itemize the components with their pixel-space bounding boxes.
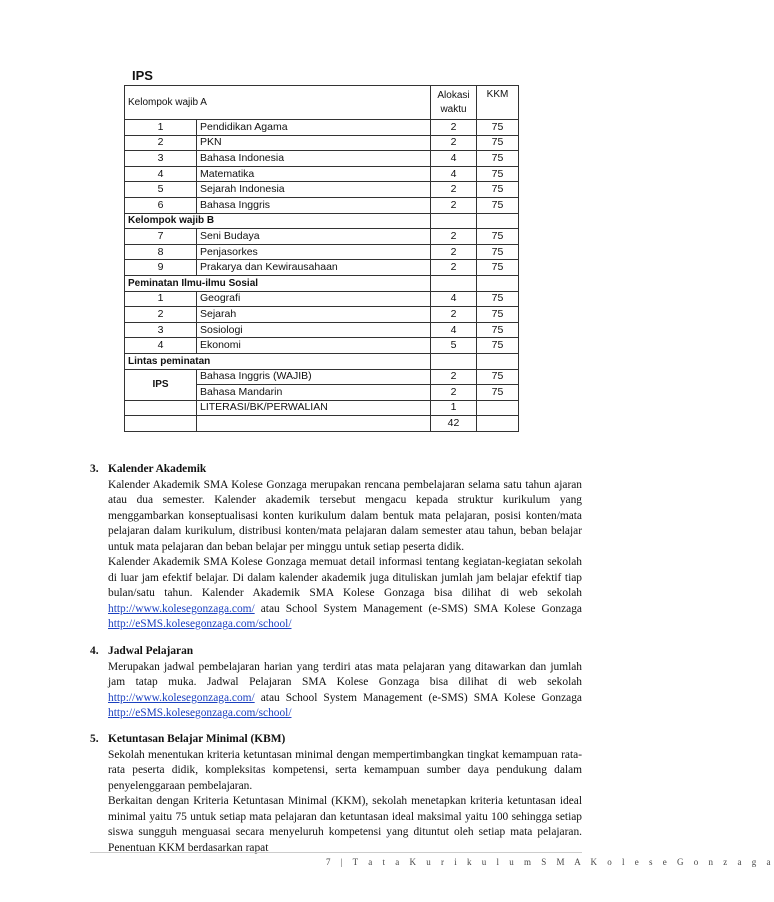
section-kalender-akademik: [90, 462, 582, 633]
subject-name: Bahasa Indonesia: [197, 151, 431, 167]
subject-alokasi: 2: [431, 244, 477, 260]
subject-alokasi: 2: [431, 229, 477, 245]
subject-alokasi: 2: [431, 182, 477, 198]
subject-name: Ekonomi: [197, 338, 431, 354]
section-ketuntasan-belajar: [90, 732, 582, 856]
subject-alokasi: 2: [431, 120, 477, 136]
subject-number: 3: [125, 151, 197, 167]
subject-alokasi: 4: [431, 151, 477, 167]
subject-kkm: 75: [477, 166, 519, 182]
subject-number: 3: [125, 322, 197, 338]
empty-cell: [431, 353, 477, 369]
table-row: [125, 166, 519, 182]
subject-alokasi: 2: [431, 260, 477, 276]
table-header-row: [125, 86, 519, 120]
subject-name: Seni Budaya: [197, 229, 431, 245]
subject-number: 4: [125, 166, 197, 182]
subject-kkm: 75: [477, 291, 519, 307]
empty-cell: [125, 400, 197, 416]
header-kkm: KKM: [477, 86, 519, 120]
paragraph: Berkaitan dengan Kriteria Ketuntasan Minimal (KKM), sekolah menetapkan kriteria ketuntasan ideal minimal yaitu 75 untuk setiap mata pelajaran dan ketuntasan ideal maksimal yaitu 100 sehingga setiap siswa sungguh menguasai secara menyeluruh kompetensi yang dituntut oleh setiap mata pelajaran. Penentuan KKM berdasarkan rapat: [108, 795, 582, 854]
header-group-label: Kelompok wajib A: [125, 86, 431, 120]
group-row: [125, 275, 519, 291]
paragraph: Merupakan jadwal pembelajaran harian yang terdiri atas mata pelajaran yang ditawarkan dan jumlah jam tatap muka. Jadwal Pelajaran SMA Kolese Gonzaga bisa dilihat di web sekolah http://www.kolesegonzaga.com/ atau School System Management (e-SMS) SMA Kolese Gonzaga http://eSMS.kolesegonzaga.com/school/: [108, 660, 582, 719]
header-alokasi: Alokasi waktu: [431, 86, 477, 120]
esms-link[interactable]: http://eSMS.kolesegonzaga.com/school/: [108, 618, 292, 630]
table-row: [125, 244, 519, 260]
subject-alokasi: 4: [431, 291, 477, 307]
subject-alokasi: 2: [431, 135, 477, 151]
group-label: Peminatan Ilmu-ilmu Sosial: [125, 275, 431, 291]
table-row: [125, 307, 519, 323]
table-row: [125, 322, 519, 338]
subject-alokasi: 5: [431, 338, 477, 354]
footer-divider: [90, 852, 582, 853]
subject-alokasi: 1: [431, 400, 477, 416]
subject-alokasi: 2: [431, 385, 477, 401]
table-row: [125, 260, 519, 276]
table-row: [125, 291, 519, 307]
subject-number: 6: [125, 197, 197, 213]
table-row: [125, 338, 519, 354]
page-footer: 7 | T a t a K u r i k u l u m S M A K o l e s e G o n z a g a: [326, 857, 774, 867]
paragraph: Sekolah menentukan kriteria ketuntasan minimal dengan mempertimbangkan tingkat kemampuan rata-rata peserta didik, kompleksitas kompetensi, serta kemampuan sumber daya pendukung dalam penyelenggaraan pembelajaran.: [108, 748, 582, 792]
total-row: [125, 416, 519, 432]
subject-kkm: 75: [477, 385, 519, 401]
subject-number: 5: [125, 182, 197, 198]
subject-name: Sejarah Indonesia: [197, 182, 431, 198]
table-row: [125, 400, 519, 416]
subject-name: Pendidikan Agama: [197, 120, 431, 136]
subject-kkm: 75: [477, 260, 519, 276]
subject-kkm: 75: [477, 338, 519, 354]
table-title: IPS: [132, 68, 153, 83]
esms-link[interactable]: http://eSMS.kolesegonzaga.com/school/: [108, 707, 292, 719]
subject-name: Penjasorkes: [197, 244, 431, 260]
subject-name: LITERASI/BK/PERWALIAN: [197, 400, 431, 416]
section-jadwal-pelajaran: [90, 644, 582, 722]
empty-cell: [431, 275, 477, 291]
paragraph: Kalender Akademik SMA Kolese Gonzaga merupakan rencana pembelajaran selama satu tahun ajaran atau dua semester. Kalender akademik tersebut mengacu kepada struktur kurikulum yang menggambarkan konseptualisasi konten kurikulum dalam bentuk mata pelajaran, posisi konten/mata pelajaran dalam kurikulum, distribusi konten/mata pelajaran dalam semester atau tahun, beban belajar untuk mata pelajaran dan beban belajar per minggu untuk setiap peserta didik.: [108, 478, 582, 553]
empty-cell: [477, 213, 519, 229]
empty-cell: [477, 275, 519, 291]
subject-name: Bahasa Mandarin: [197, 385, 431, 401]
empty-cell: [477, 416, 519, 432]
subject-alokasi: 4: [431, 322, 477, 338]
group-label: Lintas peminatan: [125, 353, 431, 369]
table-row: [125, 135, 519, 151]
subject-kkm: 75: [477, 307, 519, 323]
subject-number: 2: [125, 135, 197, 151]
paragraph: Kalender Akademik SMA Kolese Gonzaga memuat detail informasi tentang kegiatan-kegiatan sekolah di luar jam efektif belajar. Di dalam kalender akademik juga dituliskan jumlah jam belajar efektif tiap bulan/satu tahun. Kalender Akademik SMA Kolese Gonzaga bisa dilihat di web sekolah http://www.kolesegonzaga.com/ atau School System Management (e-SMS) SMA Kolese Gonzaga http://eSMS.kolesegonzaga.com/school/: [108, 556, 582, 630]
table-row: [125, 120, 519, 136]
subject-name: Prakarya dan Kewirausahaan: [197, 260, 431, 276]
subject-kkm: 75: [477, 322, 519, 338]
subject-name: Sosiologi: [197, 322, 431, 338]
subject-number: 1: [125, 291, 197, 307]
subject-name: Geografi: [197, 291, 431, 307]
subject-kkm: 75: [477, 229, 519, 245]
section-heading: 5. Ketuntasan Belajar Minimal (KBM): [90, 733, 286, 745]
subject-kkm: 75: [477, 120, 519, 136]
subject-kkm: 75: [477, 369, 519, 385]
subject-alokasi: 4: [431, 166, 477, 182]
subject-alokasi: 2: [431, 197, 477, 213]
group-row: [125, 353, 519, 369]
group-row: [125, 213, 519, 229]
school-website-link[interactable]: http://www.kolesegonzaga.com/: [108, 602, 255, 615]
table-row: [125, 197, 519, 213]
subject-name: Matematika: [197, 166, 431, 182]
ips-curriculum-table: [124, 85, 519, 432]
empty-cell: [477, 353, 519, 369]
group-label: Kelompok wajib B: [125, 213, 431, 229]
table-row: [125, 151, 519, 167]
empty-cell: [477, 400, 519, 416]
subject-kkm: 75: [477, 182, 519, 198]
subject-kkm: 75: [477, 244, 519, 260]
school-website-link[interactable]: http://www.kolesegonzaga.com/: [108, 691, 255, 704]
total-alokasi: 42: [431, 416, 477, 432]
subject-kkm: 75: [477, 151, 519, 167]
section-heading: 3. Kalender Akademik: [90, 463, 207, 475]
table-row: [125, 229, 519, 245]
subject-name: PKN: [197, 135, 431, 151]
subject-number: 7: [125, 229, 197, 245]
empty-cell: [197, 416, 431, 432]
subject-number: 8: [125, 244, 197, 260]
subject-name: Bahasa Inggris: [197, 197, 431, 213]
subject-alokasi: 2: [431, 307, 477, 323]
empty-cell: [431, 213, 477, 229]
section-heading: 4. Jadwal Pelajaran: [90, 645, 194, 657]
table-row: [125, 369, 519, 385]
subject-number: 4: [125, 338, 197, 354]
empty-cell: [125, 416, 197, 432]
subject-name: Bahasa Inggris (WAJIB): [197, 369, 431, 385]
table-row: [125, 182, 519, 198]
subject-kkm: 75: [477, 197, 519, 213]
subject-number: 2: [125, 307, 197, 323]
subject-kkm: 75: [477, 135, 519, 151]
subject-number: 9: [125, 260, 197, 276]
subject-number: 1: [125, 120, 197, 136]
subject-alokasi: 2: [431, 369, 477, 385]
subject-name: Sejarah: [197, 307, 431, 323]
lintas-group-label: IPS: [125, 369, 197, 400]
